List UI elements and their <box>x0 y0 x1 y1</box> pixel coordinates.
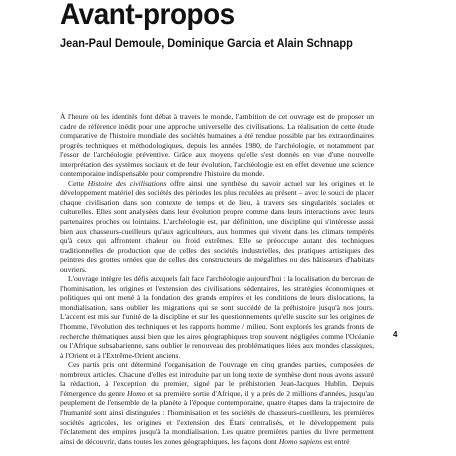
paragraph-text: Cette <box>68 178 88 188</box>
body-paragraph <box>60 360 374 446</box>
page-number: 4 <box>393 330 398 339</box>
paragraph-text: L'ouvrage intègre les défis auxquels fait face l'archéologie aujourd'hui : la localisation du berceau de l'hominisation, les origines et l'extension des civilisations sédentaires, les stratégies économiques et politiques qui ont mené à la fondation des grands empires et les conditions de leurs dislocations, la mondialisation, sans oublier les migrations qui se sont succédé de la préhistoire jusqu'à nos jours. L'accent est mis sur l'unité de la discipline et sur les questionnements qu'elle suscite sur les origines de l'homme, l'évolution des techniques et les rapports homme / milieu. Sont explorés les grands fronts de recherche thématiques aussi bien que les aires géographiques trop souvent négligées comme l'Océanie ou l'Afrique subsaharienne, sans oublier le renouveau des problématiques liées aux mondes classiques, à l'Orient et à l'Extrême-Orient anciens. <box>60 274 374 360</box>
authors-line: Jean-Paul Demoule, Dominique Garcia et Alain Schnapp <box>60 36 353 50</box>
italic-text: Homo sapiens <box>278 436 323 446</box>
body-paragraph <box>60 112 374 179</box>
body-paragraph <box>60 274 374 360</box>
italic-text: Homo <box>127 388 146 398</box>
paragraph-text: À l'heure où les identités font débat à travers le monde, l'ambition de cet ouvrage est de proposer un cadre de référence inédit pour une approche universelle des civilisations. La réalisation de cette étude comparative de l'histoire mondiale des sociétés humaines a été rendue possible par les extraordinaires progrès techniques et méthodologiques, depuis les années 1980, de l'archéologie, et notamment par l'essor de l'archéologie préventive. Grâce aux moyens qu'elle s'est donnés en vue d'une nouvelle interprétation des systèmes sociaux et de leur évolution, l'archéologie est en effet devenue une science contemporaine indispensable pour comprendre l'histoire du monde. <box>60 112 374 179</box>
paragraph-text: et sa première sortie d'Afrique, il y a près de 2 millions d'années, jusqu'au peuplement de l'ensemble de la planète à l'époque contemporaine, quatre étapes dans la trajectoire de l'humanité sont ainsi distinguées : l'hominisation et les sociétés de chasseurs-cueilleurs, les premières sociétés agricoles, les origines et l'extension des États centralisés, et le développement puis l'éclatement des empires jusqu'à la mondialisation. Les quatre premières parties du livre permettent ainsi de découvrir, dans toutes les zones géographiques, les façons dont <box>60 388 374 446</box>
body-text <box>60 112 374 446</box>
body-paragraph <box>60 179 374 274</box>
paragraph-text: Ces partis pris ont déterminé l'organisation de l'ouvrage en cinq grandes parties, composées de nombreux articles. Chacune d'elles est introduite par un long texte de synthèse dont nous avons assuré la rédaction, à l'exception du premier, signé par le préhistorien Jean-Jacques Hublin. Depuis l'émergence du genre <box>60 360 374 398</box>
italic-text: Histoire des civilisations <box>87 178 167 188</box>
paragraph-text: offre ainsi une synthèse du savoir actuel sur les origines et le développement matériel des sociétés des périodes les plus reculées au présent – avec le souci de placer chaque civilisation dans son contexte de temps et de lieu, à travers ses singularités sociales et culturelles. Elles sont analysées dans leur évolution propre comme dans leurs interactions avec leurs partenaires proches ou lointains. L'archéologie est, par définition, une discipline qui s'intéresse aussi bien aux chasseurs-cueilleurs qu'aux agriculteurs, aux hommes qui vivent dans les climats tempérés qu'à ceux qui affrontent chaleur ou froid extrêmes. Elle se préoccupe autant des techniques traditionnelles de production que de celles des sociétés industrielles, des pratiques artistiques des peintres des grottes ornées que de celles des constructeurs de mégalithes ou des bâtisseurs d'habitats ouvriers. <box>60 178 374 274</box>
paragraph-text: est entré <box>322 436 350 446</box>
page-title: Avant-propos <box>60 0 235 31</box>
